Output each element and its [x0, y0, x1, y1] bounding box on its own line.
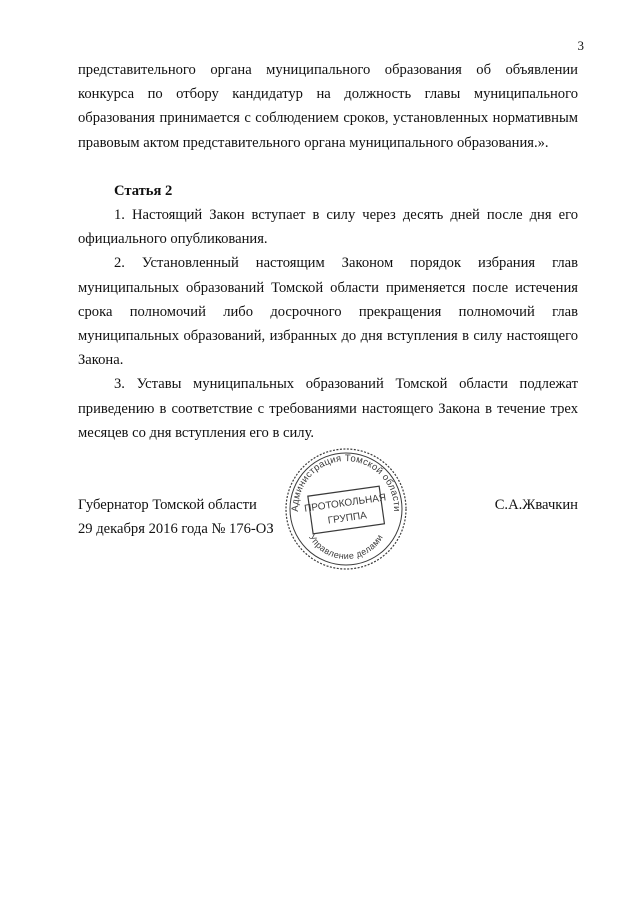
- official-stamp: [282, 445, 410, 573]
- signatory-name: С.А.Жвачкин: [494, 497, 578, 513]
- document-body: [78, 58, 578, 445]
- stamp-outer-text: Администрация Томской области: [289, 452, 403, 512]
- page-number: 3: [577, 38, 584, 53]
- stamp-bottom-text: Управление делами: [307, 532, 385, 562]
- continuation-paragraph: представительного органа муниципального образования об объявлении конкурса по отбору кандидатур на должность главы муниципального образования принимается с соблюдением сроков, установленных нормативным правовым актом представительного органа муниципального образования.».: [78, 62, 578, 151]
- article-item-2: 2. Установленный настоящим Законом порядок избрания глав муниципальных образований Томской области применяется после истечения срока полномочий либо досрочного прекращения полномочий глав муниципальных образований, избранных до дня вступления в силу настоящего Закона.: [78, 255, 578, 369]
- law-date-number: 29 декабря 2016 года № 176-ОЗ: [78, 521, 274, 537]
- article-item-3: 3. Уставы муниципальных образований Томской области подлежат приведению в соответствие с требованиями настоящего Закона в течение трех месяцев со дня вступления его в силу.: [78, 376, 578, 441]
- stamp-center-line2: ГРУППА: [327, 510, 368, 527]
- article-item-1: 1. Настоящий Закон вступает в силу через десять дней после дня его официального опубликования.: [78, 207, 578, 248]
- signatory-position: Губернатор Томской области: [78, 497, 257, 513]
- article-heading: Статья 2: [114, 182, 173, 199]
- stamp-center-line1: ПРОТОКОЛЬНАЯ: [303, 492, 387, 515]
